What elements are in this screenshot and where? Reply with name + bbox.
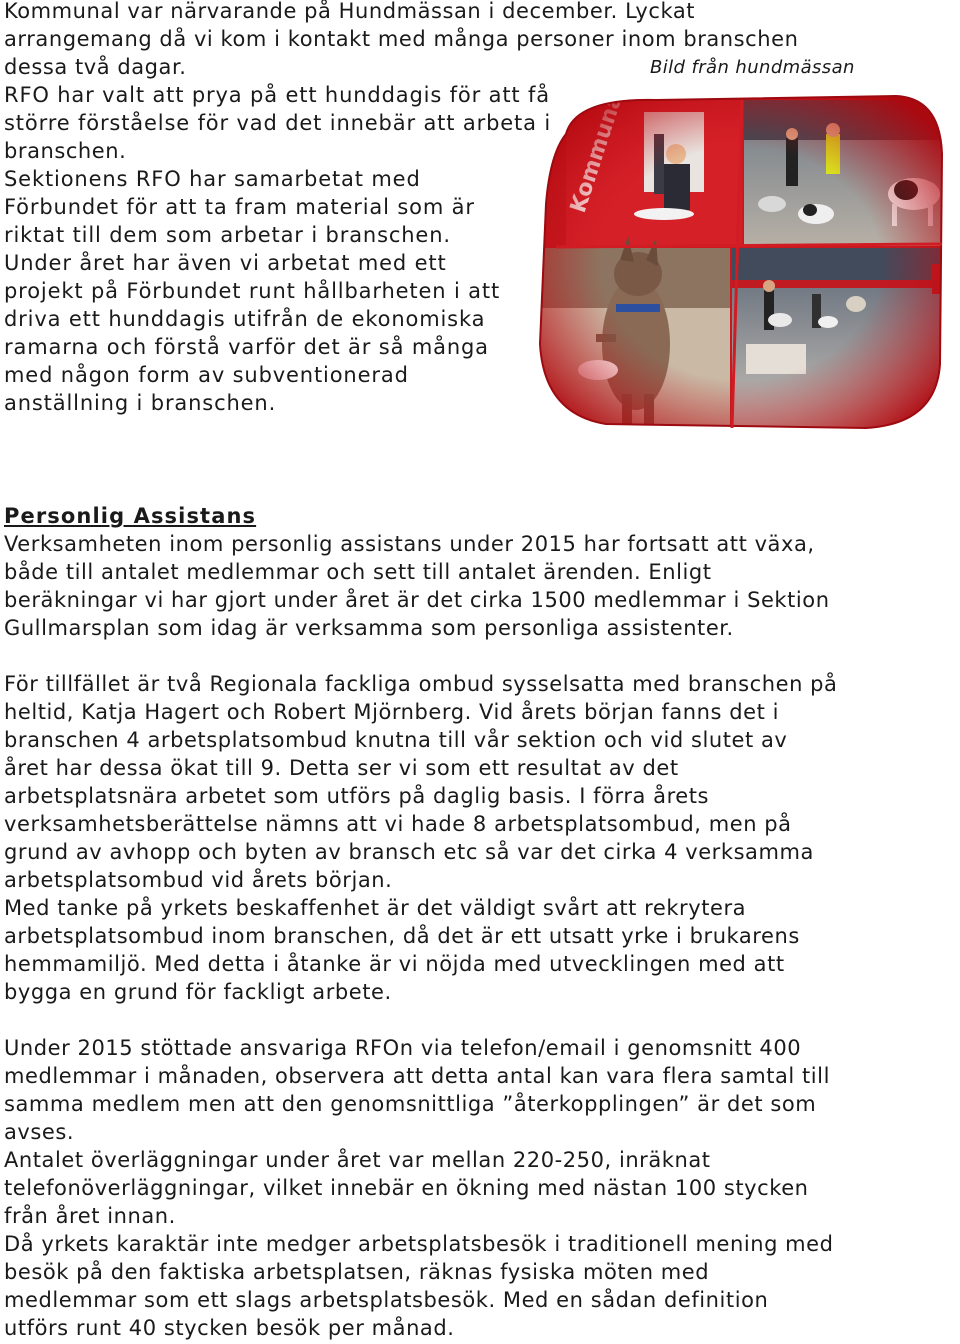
text-line: anställning i branschen. [4, 391, 277, 415]
text-line: Under året har även vi arbetat med ett [4, 251, 447, 275]
text-line: samma medlem men att den genomsnittliga ”återkopplingen” är det som [4, 1092, 817, 1116]
text-line: utförs runt 40 stycken besök per månad. [4, 1316, 455, 1340]
text-line: med någon form av subventionerad [4, 363, 409, 387]
dog-show-photo-collage [536, 94, 946, 434]
text-line: Förbundet för att ta fram material som är [4, 195, 475, 219]
text-line: RFO har valt att prya på ett hunddagis för att få [4, 83, 550, 107]
text-line: Under 2015 stöttade ansvariga RFOn via telefon/email i genomsnitt 400 [4, 1036, 802, 1060]
text-line: branschen 4 arbetsplatsombud knutna till vår sektion och vid slutet av [4, 728, 788, 752]
text-line: medlemmar som ett slags arbetsplatsbesök. Med en sådan definition [4, 1288, 769, 1312]
section-heading: Personlig Assistans [4, 504, 257, 528]
text-line: projekt på Förbundet runt hållbarheten i att [4, 279, 501, 303]
text-line: dessa två dagar. [4, 55, 187, 79]
text-line: Antalet överläggningar under året var mellan 220-250, inräknat [4, 1148, 711, 1172]
text-line: året har dessa ökat till 9. Detta ser vi som ett resultat av det [4, 756, 679, 780]
text-line: grund av avhopp och byten av bransch etc så var det cirka 4 verksamma [4, 840, 814, 864]
text-line: arbetsplatsnära arbetet som utförs på daglig basis. I förra årets [4, 784, 710, 808]
text-line: Kommunal var närvarande på Hundmässan i december. Lyckat [4, 0, 696, 23]
text-line: avses. [4, 1120, 75, 1144]
text-line: För tillfället är två Regionala fackliga ombud sysselsatta med branschen på [4, 672, 838, 696]
text-line: hemmamiljö. Med detta i åtanke är vi nöjda med utvecklingen med att [4, 952, 785, 976]
text-line: ramarna och förstå varför det är så många [4, 335, 489, 359]
text-line: Verksamheten inom personlig assistans under 2015 har fortsatt att växa, [4, 532, 815, 556]
text-line: besök på den faktiska arbetsplatsen, räknas fysiska möten med [4, 1260, 710, 1284]
text-line: arbetsplatsombud inom branschen, då det är ett utsatt yrke i brukarens [4, 924, 800, 948]
text-line: beräkningar vi har gjort under året är det cirka 1500 medlemmar i Sektion [4, 588, 830, 612]
text-line: Med tanke på yrkets beskaffenhet är det väldigt svårt att rekrytera [4, 896, 747, 920]
text-line: Sektionens RFO har samarbetat med [4, 167, 421, 191]
text-line: både till antalet medlemmar och sett till antalet ärenden. Enligt [4, 560, 712, 584]
text-line: heltid, Katja Hagert och Robert Mjörnberg. Vid årets början fanns det i [4, 700, 779, 724]
text-line: verksamhetsberättelse nämns att vi hade 8 arbetsplatsombud, men på [4, 812, 792, 836]
text-line: branschen. [4, 139, 127, 163]
text-line: Då yrkets karaktär inte medger arbetsplatsbesök i traditionell mening med [4, 1232, 834, 1256]
text-line: driva ett hunddagis utifrån de ekonomiska [4, 307, 486, 331]
text-line: telefonöverläggningar, vilket innebär en ökning med nästan 100 stycken [4, 1176, 809, 1200]
text-line: Gullmarsplan som idag är verksamma som personliga assistenter. [4, 616, 734, 640]
text-line: riktat till dem som arbetar i branschen. [4, 223, 451, 247]
text-line: medlemmar i månaden, observera att detta antal kan vara flera samtal till [4, 1064, 830, 1088]
text-line: från året innan. [4, 1204, 176, 1228]
text-line: bygga en grund för fackligt arbete. [4, 980, 392, 1004]
image-caption: Bild från hundmässan [650, 57, 855, 78]
text-line: arbetsplatsombud vid årets början. [4, 868, 393, 892]
text-line: större förståelse för vad det innebär att arbeta i [4, 111, 552, 135]
text-line: arrangemang då vi kom i kontakt med många personer inom branschen [4, 27, 799, 51]
